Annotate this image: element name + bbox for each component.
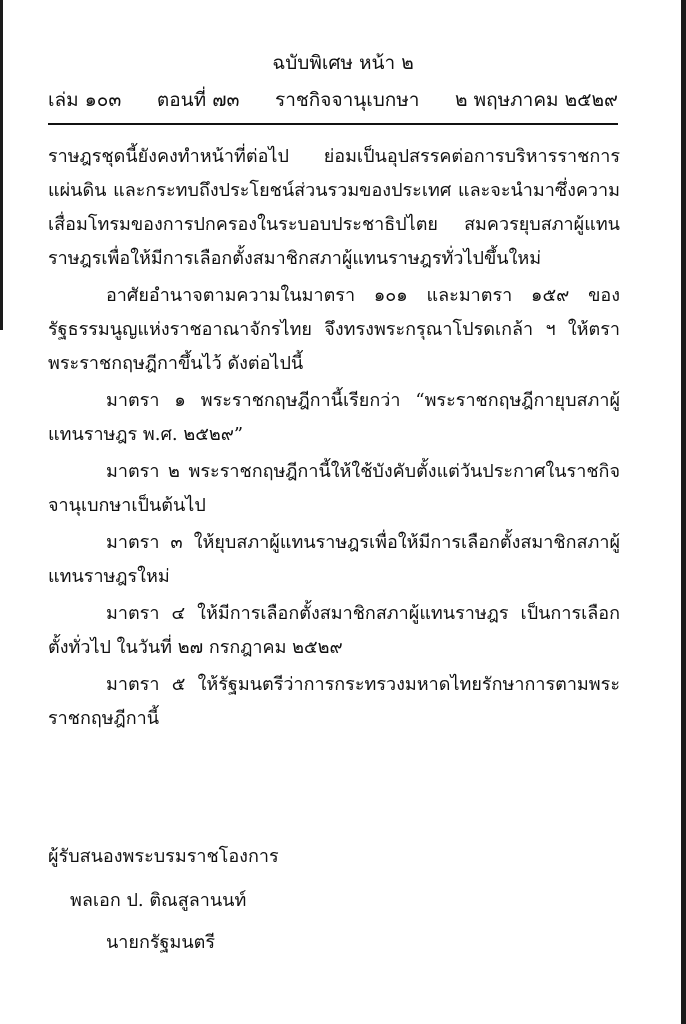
- section-2: มาตรา ๒ พระราชกฤษฎีกานี้ให้ใช้บังคับตั้งแต่วันประกาศในราชกิจจานุเบกษาเป็นต้นไป: [48, 461, 620, 516]
- publication-date: ๒ พฤษภาคม ๒๕๒๙: [455, 89, 618, 111]
- section-1: มาตรา ๑ พระราชกฤษฎีกานี้เรียกว่า “พระราชกฤษฎีกายุบสภาผู้แทนราษฎร พ.ศ. ๒๕๒๙”: [48, 390, 620, 445]
- section-4: มาตรา ๔ ให้มีการเลือกตั้งสมาชิกสภาผู้แทนราษฎร เป็นการเลือกตั้งทั่วไป ในวันที่ ๒๗ กรกฎาคม ๒๕๒๙: [48, 603, 620, 658]
- signatory-title: นายกรัฐมนตรี: [106, 932, 215, 953]
- volume-number: เล่ม ๑๐๓: [48, 89, 122, 111]
- enacting-clause: อาศัยอำนาจตามความในมาตรา ๑๐๑ และมาตรา ๑๕๙ ของรัฐธรรมนูญแห่งราชอาณาจักรไทย จึงทรงพระกรุณาโปรดเกล้า ฯ ให้ตราพระราชกฤษฎีกาขึ้นไว้ ดังต่อไปนี้: [48, 285, 620, 374]
- decree-body: [48, 140, 620, 739]
- edition-heading: ฉบับพิเศษ หน้า ๒: [272, 52, 414, 74]
- countersign-intro: ผู้รับสนองพระบรมราชโองการ: [48, 846, 279, 867]
- issue-number: ตอนที่ ๗๓: [156, 89, 240, 111]
- publication-name: ราชกิจจานุเบกษา: [275, 89, 420, 111]
- signatory-name: พลเอก ป. ติณสูลานนท์: [70, 890, 247, 911]
- scan-edge-right: [681, 0, 686, 1024]
- section-3: มาตรา ๓ ให้ยุบสภาผู้แทนราษฎรเพื่อให้มีการเลือกตั้งสมาชิกสภาผู้แทนราษฎรใหม่: [48, 532, 620, 587]
- preamble-continuation: ราษฎรชุดนี้ยังคงทำหน้าที่ต่อไป ย่อมเป็นอุปสรรคต่อการบริหารราชการแผ่นดิน และกระทบถึงประโยชน์ส่วนรวมของประเทศ และจะนำมาซึ่งความเสื่อมโทรมของการปกครองในระบอบประชาธิปไตย สมควรยุบสภาผู้แทนราษฎรเพื่อให้มีการเลือกตั้งสมาชิกสภาผู้แทนราษฎรทั่วไปขึ้นใหม่: [48, 146, 620, 269]
- header-divider: [48, 123, 618, 125]
- section-5: มาตรา ๕ ให้รัฐมนตรีว่าการกระทรวงมหาดไทยรักษาการตามพระราชกฤษฎีกานี้: [48, 674, 620, 729]
- gazette-header-line: [48, 87, 618, 113]
